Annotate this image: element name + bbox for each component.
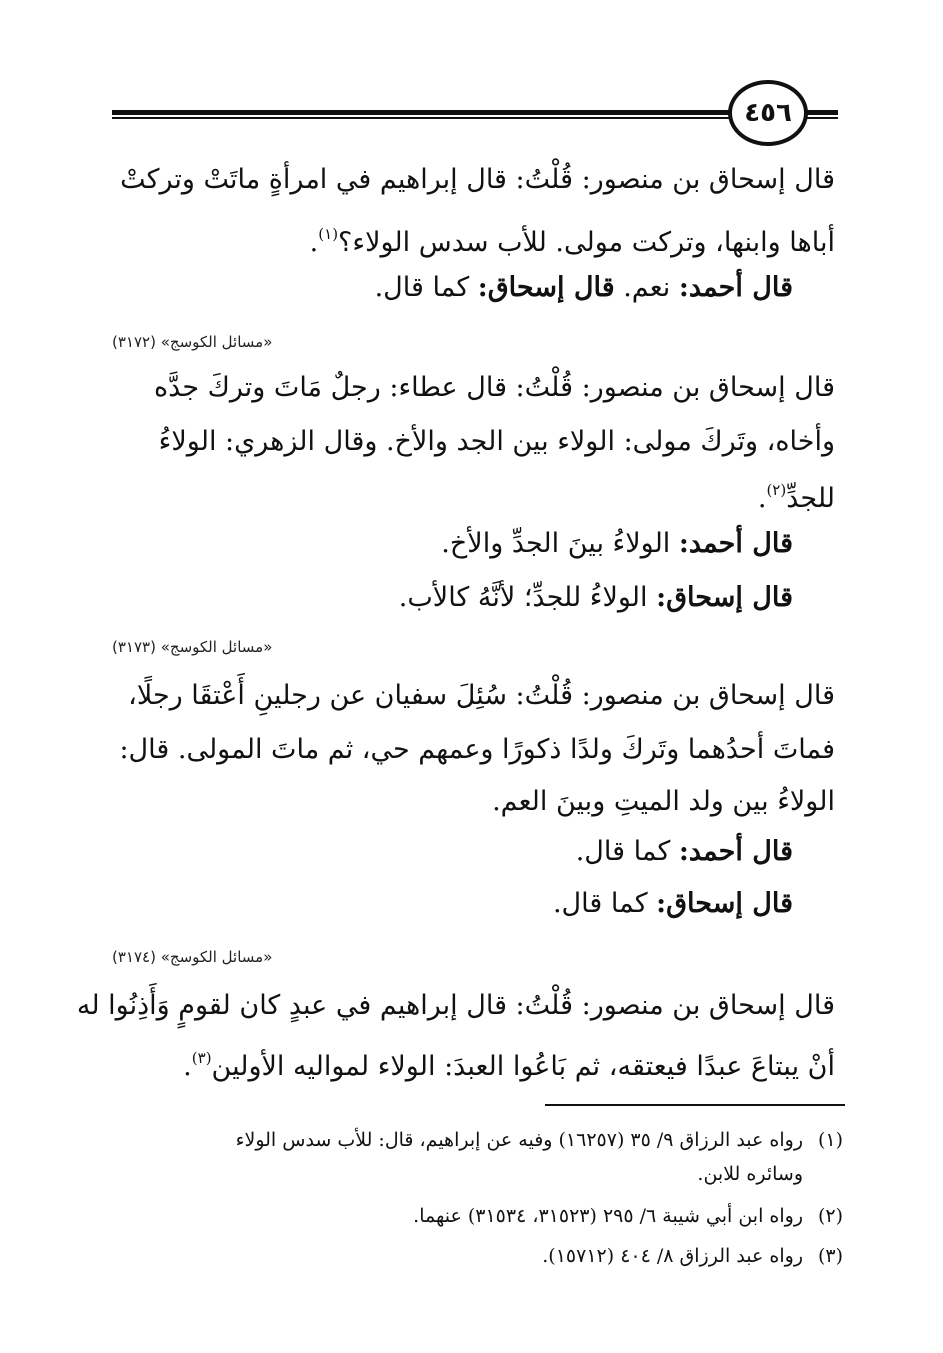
source-citation-3: «مسائل الكوسج» (٣١٧٤) [112, 948, 273, 966]
q4-line-1: قال إسحاق بن منصور: قُلْتُ: قال إبراهيم في عبدٍ كان لقومٍ وَأَذِنُوا له [76, 990, 835, 1021]
q4-line-2: أنْ يبتاعَ عبدًا فيعتقه، ثم بَاعُوا العبدَ: الولاء لمواليه الأولين$^{(٣)}$. [183, 1049, 835, 1082]
footnote-ref-3[interactable]: (٣) [191, 1049, 212, 1067]
footnote-separator [545, 1104, 845, 1106]
footnote-1-continuation: وسائره للابن. [697, 1163, 803, 1185]
header-rule-left [112, 106, 740, 122]
q2-line-3: للجدِّ$^{(٢)}$. [757, 481, 835, 514]
footnote-2: (٢)رواه ابن أبي شيبة ٦/ ٢٩٥ (٣١٥٢٣، ٣١٥٣٤) عنهما. [413, 1205, 843, 1227]
q3-ishaq-answer: قال إسحاق: كما قال. [552, 888, 793, 919]
q2-ishaq-answer: قال إسحاق: الولاءُ للجدِّ؛ لأنَّهُ كالأب. [398, 582, 793, 613]
source-citation-2: «مسائل الكوسج» (٣١٧٣) [112, 638, 273, 656]
q3-line-1: قال إسحاق بن منصور: قُلْتُ: سُئِلَ سفيان عن رجلينِ أَعْتقَا رجلًا، [128, 680, 835, 711]
q1-answers: قال أحمد: نعم. قال إسحاق: كما قال. [374, 272, 793, 303]
source-citation-1: «مسائل الكوسج» (٣١٧٢) [112, 333, 273, 351]
page-number: ٤٥٦ [728, 80, 808, 146]
q1-line-2: أباها وابنها، وتركت مولى. للأب سدس الولاء؟$^{(١)}$. [309, 225, 835, 258]
q2-line-2: وأخاه، وتَركَ مولى: الولاء بين الجد والأخ. وقال الزهري: الولاءُ [158, 426, 835, 457]
q2-line-1: قال إسحاق بن منصور: قُلْتُ: قال عطاء: رجلٌ مَاتَ وتركَ جدَّه [154, 372, 835, 403]
q3-line-3: الولاءُ بين ولد الميتِ وبينَ العم. [492, 786, 835, 817]
q3-line-2: فماتَ أحدُهما وتَركَ ولدًا ذكورًا وعمهم حي، ثم ماتَ المولى. قال: [119, 734, 835, 765]
footnote-ref-2[interactable]: (٢) [766, 481, 787, 499]
q1-line-1: قال إسحاق بن منصور: قُلْتُ: قال إبراهيم في امرأةٍ ماتَتْ وتركتْ [120, 164, 835, 195]
footnote-3: (٣)رواه عبد الرزاق ٨/ ٤٠٤ (١٥٧١٢). [542, 1245, 843, 1267]
q2-ahmad-answer: قال أحمد: الولاءُ بينَ الجدِّ والأخ. [441, 528, 793, 559]
q3-ahmad-answer: قال أحمد: كما قال. [575, 836, 793, 867]
footnote-1: (١)رواه عبد الرزاق ٩/ ٣٥ (١٦٢٥٧) وفيه عن إبراهيم، قال: للأب سدس الولاء [235, 1129, 843, 1151]
footnote-ref-1[interactable]: (١) [318, 225, 339, 243]
